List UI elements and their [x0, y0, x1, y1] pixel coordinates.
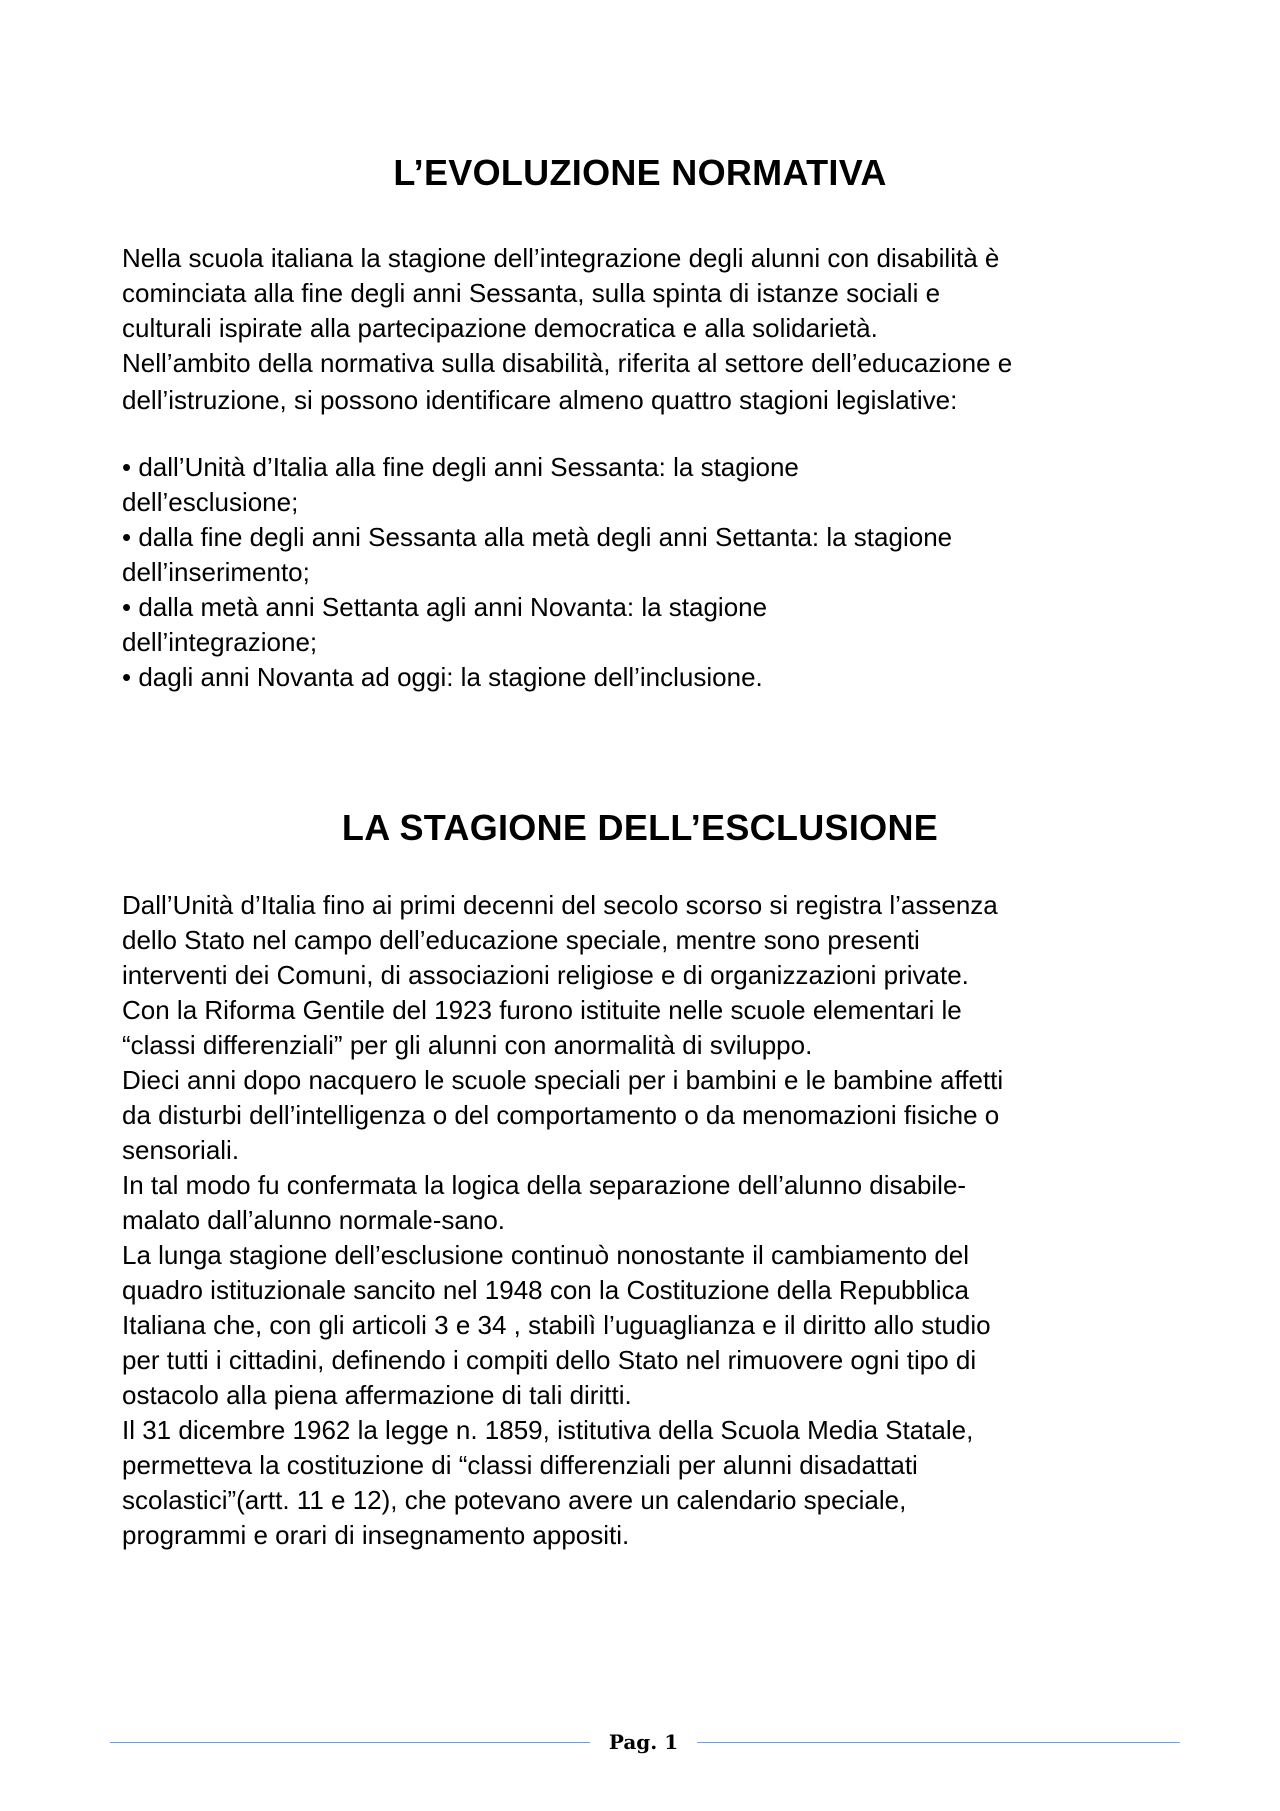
esclusione-paragraph: [122, 888, 1182, 1553]
paragraph-line: scolastici”(artt. 11 e 12), che potevano avere un calendario speciale,: [122, 1485, 907, 1515]
paragraph-line: Il 31 dicembre 1962 la legge n. 1859, istitutiva della Scuola Media Statale,: [122, 1415, 974, 1445]
paragraph-line: Dall’Unità d’Italia fino ai primi decenni del secolo scorso si registra l’assenza: [122, 890, 998, 920]
paragraph-line: La lunga stagione dell’esclusione continuò nonostante il cambiamento del: [122, 1240, 970, 1270]
list-item: • dagli anni Novanta ad oggi: la stagione dell’inclusione.: [122, 662, 763, 692]
section-title-stagione-esclusione: LA STAGIONE DELL’ESCLUSIONE: [341, 807, 939, 848]
paragraph-line: programmi e orari di insegnamento appositi.: [122, 1520, 630, 1550]
list-item: • dalla fine degli anni Sessanta alla metà degli anni Settanta: la stagione: [122, 522, 953, 552]
footer-rule-left: [110, 1742, 590, 1743]
page-footer: [110, 1728, 1180, 1758]
paragraph-line: Con la Riforma Gentile del 1923 furono istituite nelle scuole elementari le: [122, 995, 962, 1025]
paragraph-line: ostacolo alla piena affermazione di tali diritti.: [122, 1380, 632, 1410]
intro-paragraph-end: [122, 383, 1182, 418]
list-item-continuation: dell’integrazione;: [122, 627, 318, 657]
paragraph-line: quadro istituzionale sancito nel 1948 con la Costituzione della Repubblica: [122, 1275, 969, 1305]
list-item: • dall’Unità d’Italia alla fine degli anni Sessanta: la stagione: [122, 452, 799, 482]
page-number: Pag. 1: [608, 1730, 679, 1754]
paragraph-line: In tal modo fu confermata la logica della separazione dell’alunno disabile-: [122, 1170, 967, 1200]
paragraph-line: dell’istruzione, si possono identificare almeno quattro stagioni legislative:: [122, 385, 958, 415]
footer-rule-right: [697, 1742, 1180, 1743]
paragraph-line: dello Stato nel campo dell’educazione speciale, mentre sono presenti: [122, 925, 920, 955]
paragraph-line: permetteva la costituzione di “classi differenziali per alunni disadattati: [122, 1450, 918, 1480]
paragraph-line: Dieci anni dopo nacquero le scuole speciali per i bambini e le bambine affetti: [122, 1065, 1004, 1095]
paragraph-line: “classi differenziali” per gli alunni con anormalità di sviluppo.: [122, 1030, 813, 1060]
paragraph-line: Italiana che, con gli articoli 3 e 34 , stabilì l’uguaglianza e il diritto allo studio: [122, 1310, 991, 1340]
paragraph-line: per tutti i cittadini, definendo i compiti dello Stato nel rimuovere ogni tipo di: [122, 1345, 977, 1375]
section-title-evoluzione-normativa: L’EVOLUZIONE NORMATIVA: [393, 152, 887, 193]
paragraph-line: Nella scuola italiana la stagione dell’integrazione degli alunni con disabilità è: [122, 243, 1000, 273]
list-item: • dalla metà anni Settanta agli anni Novanta: la stagione: [122, 592, 768, 622]
paragraph-line: Nell’ambito della normativa sulla disabilità, riferita al settore dell’educazione e: [122, 348, 1013, 378]
paragraph-line: culturali ispirate alla partecipazione democratica e alla solidarietà.: [122, 313, 878, 343]
list-item-continuation: dell’inserimento;: [122, 557, 310, 587]
paragraph-line: sensoriali.: [122, 1135, 240, 1165]
intro-paragraph: [122, 241, 1182, 381]
paragraph-line: cominciata alla fine degli anni Sessanta, sulla spinta di istanze sociali e: [122, 278, 941, 308]
legislative-seasons-list: [122, 450, 1182, 695]
paragraph-line: da disturbi dell’intelligenza o del comportamento o da menomazioni fisiche o: [122, 1100, 1000, 1130]
list-item-continuation: dell’esclusione;: [122, 487, 299, 517]
paragraph-line: malato dall’alunno normale-sano.: [122, 1205, 506, 1235]
paragraph-line: interventi dei Comuni, di associazioni religiose e di organizzazioni private.: [122, 960, 969, 990]
